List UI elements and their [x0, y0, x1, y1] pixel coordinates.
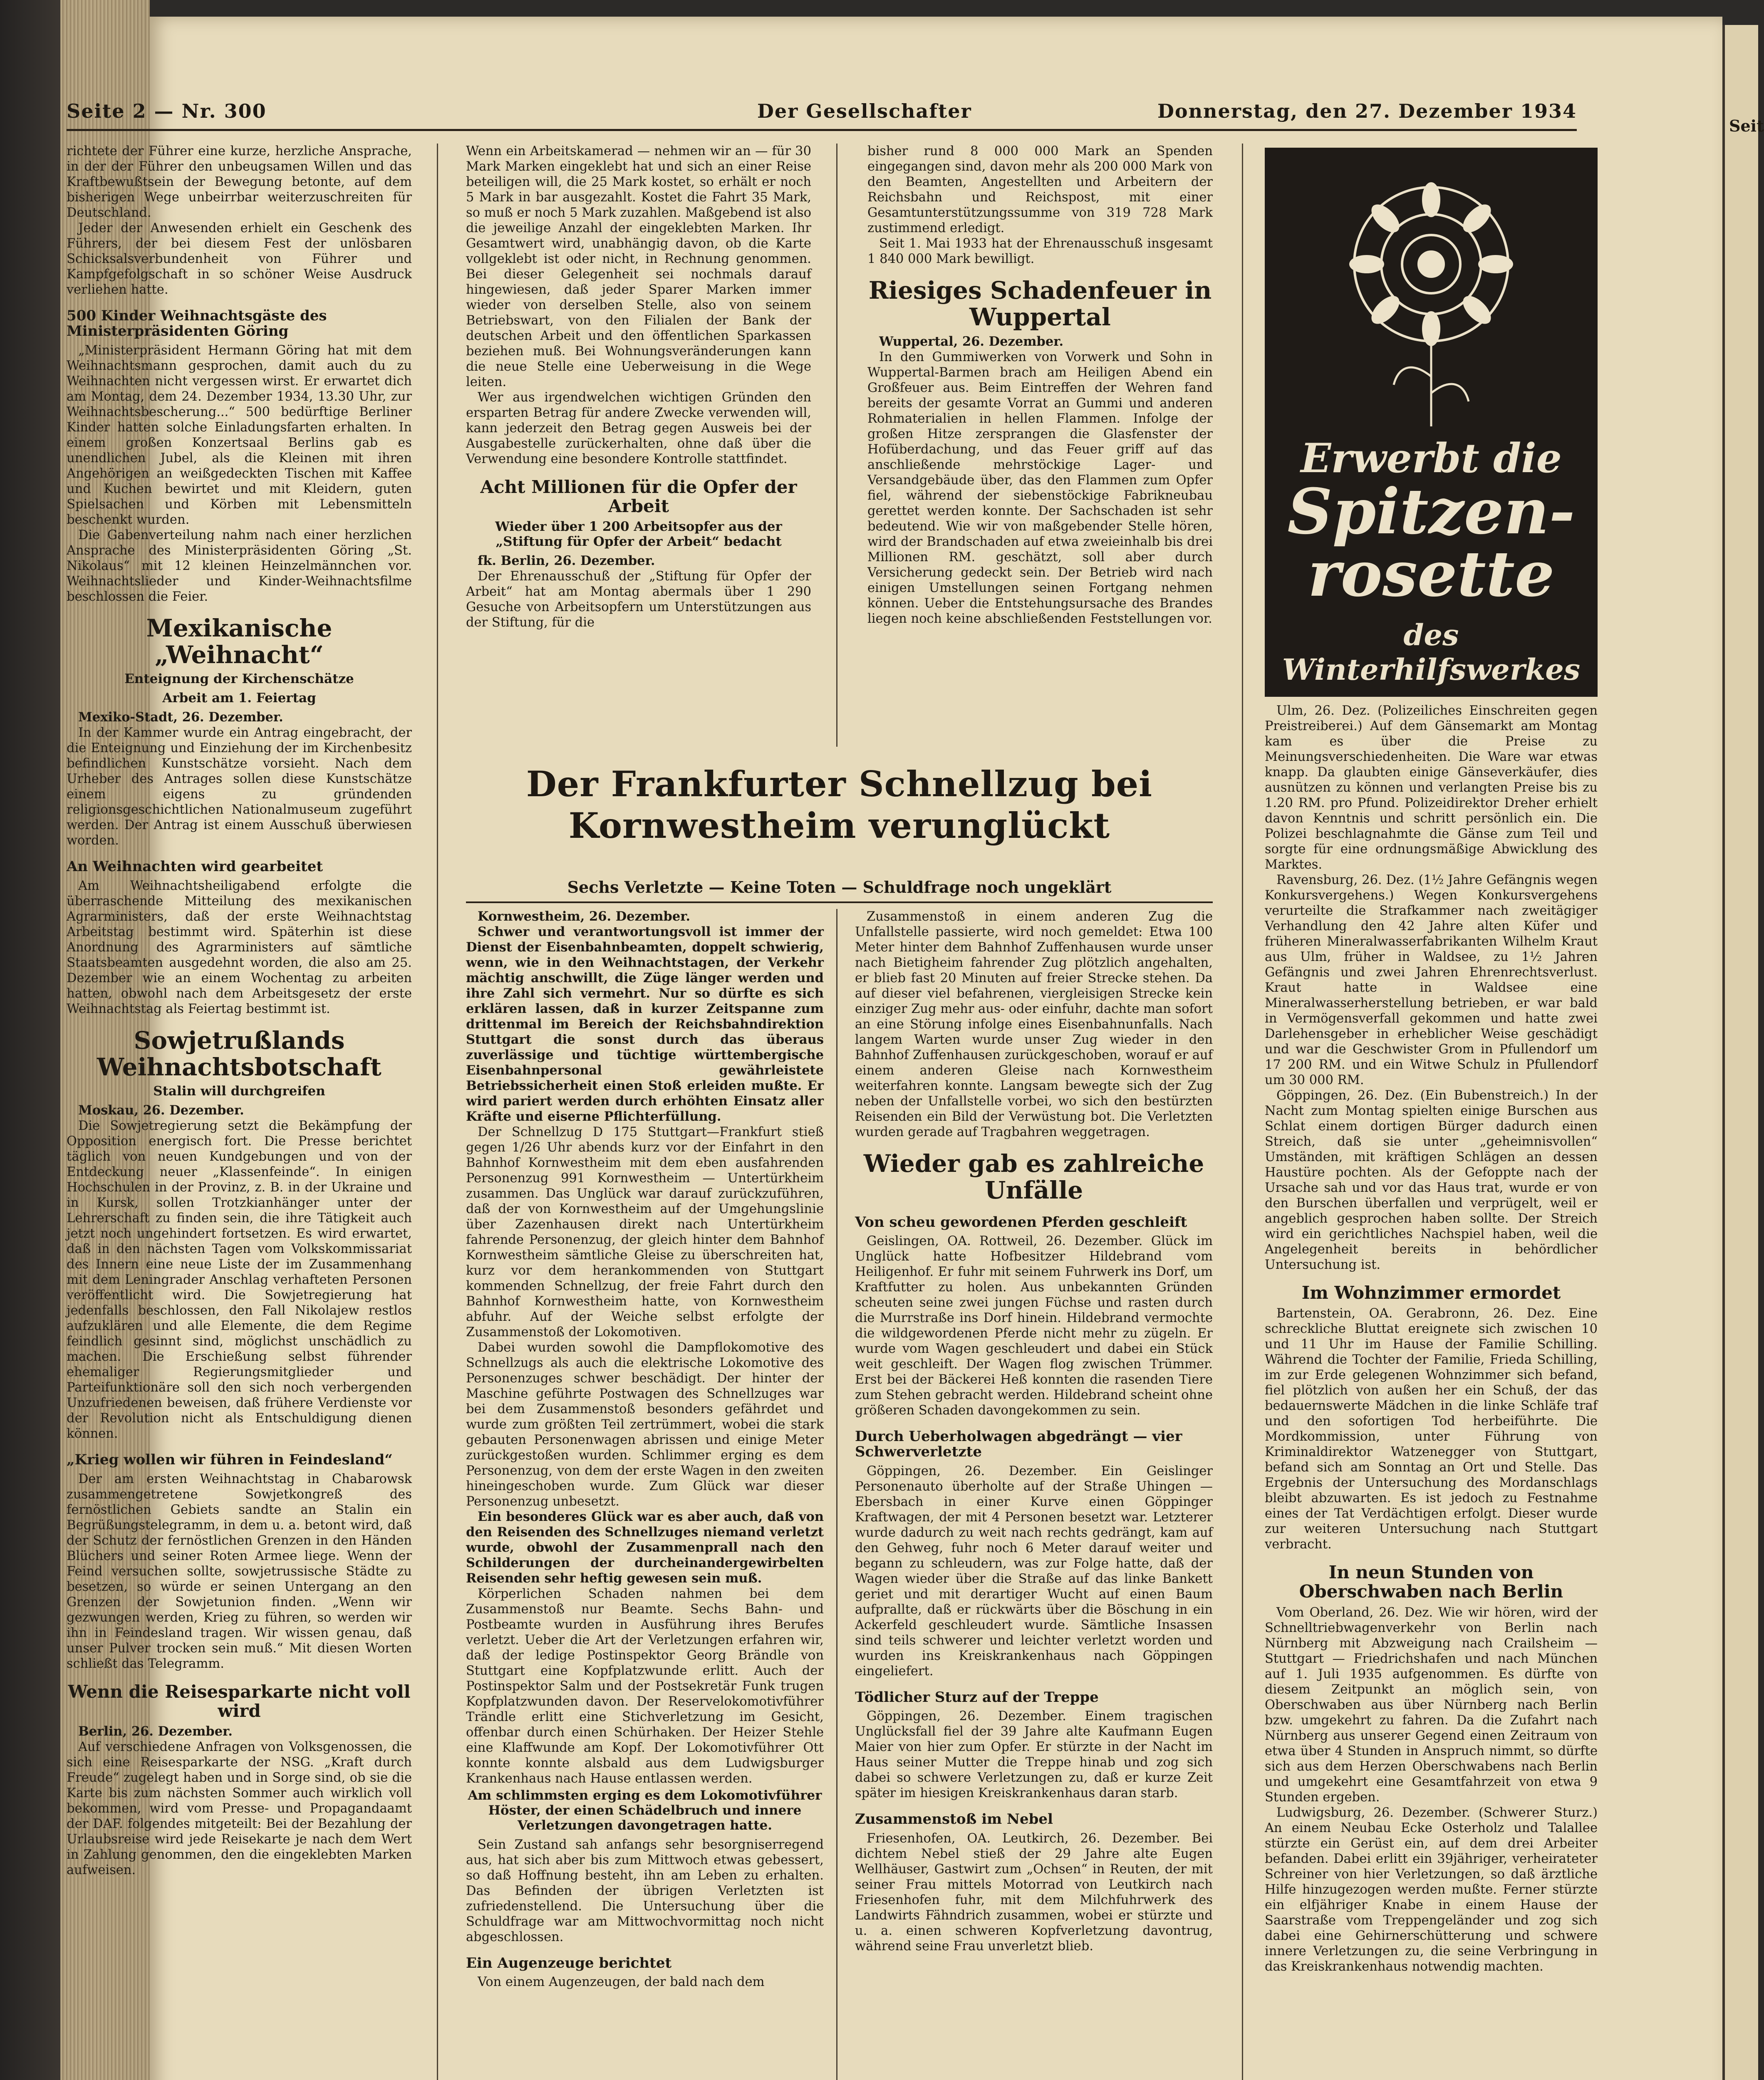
column-4 [1265, 703, 1598, 2080]
article-text: Körperlichen Schaden nahmen bei dem Zusammenstoß nur Beamte. Sechs Bahn- und Postbeamte wurden in Ausführung ihres Berufes verletzt. Ueber die Art der Verletzungen erfahren wir, daß der ledige Postinspektor Georg Brändle von Stuttgart eine Kopfplatzwunde erlitt. Auch der Postinspektor Salm und der Postsekretär Funk trugen Kopfplatzwunden davon. Der Reservelokomotivführer Trändle erlitt eine Stichverletzung im Gesicht, offenbar durch einen Schürhaken. Der Heizer Stehle eine Klaffwunde am Kopf. Der Lokomotivführer Ott konnte konnte alsbald aus dem Ludwigsburger Krankenhaus nach Hause entlassen werden. [466, 1587, 824, 1786]
feature-subheadline: Sechs Verletzte — Keine Toten — Schuldfrage noch ungeklärt [466, 878, 1213, 903]
article-text: Bartenstein, OA. Gerabronn, 26. Dez. Eine schreckliche Bluttat ereignete sich zwischen 10 und 11 Uhr im Hause der Familie Schilling. Während die Tochter der Familie, Frieda Schilling, im zur Erde gelegenen Wohnzimmer sich befand, fiel plötzlich von außen her ein Schuß, der das bedauernswerte Mädchen in die linke Schläfe traf und den sofortigen Tod herbeiführte. Die Mordkommission, unter Führung von Kriminaldirektor Watzenegger von Stuttgart, befand sich am Sonntag an Ort und Stelle. Das Ergebnis der Untersuchung des Mordanschlags bleibt abzuwarten. Es ist jedoch zu Festnahme eines der Tat Verdächtigen erfolgt. Dieser wurde zur weiteren Untersuchung nach Stuttgart verbracht. [1265, 1306, 1598, 1552]
article-text: Der Ehrenausschuß der „Stiftung für Opfer der Arbeit“ hat am Montag abermals über 1 290 Gesuche von Arbeitsopfern um Unterstützungen aus der Stiftung, für die [466, 569, 811, 630]
subheadline: Durch Ueberholwagen abgedrängt — vier Schwerverletzte [855, 1428, 1182, 1461]
next-page-header: Seit [1729, 116, 1764, 135]
column-3-top [867, 144, 1213, 724]
headline-kornwestheim: Der Frankfurter Schnellzug bei Kornwestheim verunglückt [526, 763, 1153, 846]
next-page-edge [1722, 25, 1764, 2080]
article-text: Ludwigsburg, 26. Dezember. (Schwerer Sturz.) An einem Neubau Ecke Osterholz und Talallee stürzte ein Gerüst ein, auf dem drei Arbeiter befanden. Dabei erlitt ein 39jähriger, verheirateter Schreiner von hier Verletzungen, so daß ärztliche Hilfe hinzugezogen werden mußte. Ferner stürzte ein elfjähriger Knabe in einem Hause der Saarstraße vom Treppengeländer und zog sich dabei eine Gehirnerschütterung und schwere innere Verletzungen zu, die seine Verbringung in das Kreiskrankenhaus notwendig machten. [1265, 1805, 1598, 1974]
column-rule [437, 144, 438, 2080]
subheadline: Arbeit am 1. Feiertag [162, 691, 316, 706]
headline-wuppertal: Riesiges Schadenfeuer in Wuppertal [868, 276, 1212, 331]
headline-acht-millionen: Acht Millionen für die Opfer der Arbeit [480, 477, 797, 517]
article-text: Jeder der Anwesenden erhielt ein Geschenk des Führers, der bei diesem Fest der unlösbaren Schicksalsverbundenheit von Führer und Kampfgefolgschaft in so schöner Weise Ausdruck verliehen hatte. [67, 221, 412, 297]
article-text: In den Gummiwerken von Vorwerk und Sohn in Wuppertal-Barmen brach am Heiligen Abend ein Großfeuer aus. Beim Eintreffen der Wehren fand bereits der gesamte Vorrat an Gummi und anderen Rohmaterialien in hellen Flammen. Infolge der großen Hitze zersprangen die Glasfenster der Hofüberdachung, und das Feuer griff auf das anschließende mehrstöckige Lager- und Versandgebäude über, das den Flammen zum Opfer fiel, während der siebenstöckige Fabrikneubau gerettet werden konnte. Der Sachschaden ist sehr bedeutend. Wie wir von maßgebender Stelle hören, wird der Brandschaden auf etwa zweieinhalb bis drei Millionen RM. geschätzt, soll aber durch Versicherung gedeckt sein. Der Betrieb wird nach einigen Umstellungen seinen Fortgang nehmen können. Ueber die Entstehungsursache des Brandes liegen noch keine abschließenden Feststellungen vor. [867, 349, 1213, 626]
subheadline: Am schlimmsten erging es dem Lokomotivführer Höster, der einen Schädelbruch und innere Verletzungen davongetragen hatte. [468, 1788, 822, 1833]
dateline: Berlin, 26. Dezember. [78, 1724, 233, 1739]
subheadline: Ein Augenzeuge berichtet [466, 1955, 672, 1971]
column-rule [836, 909, 837, 2080]
headline-reisesparkarte: Wenn die Reisesparkarte nicht voll wird [68, 1681, 411, 1721]
subheadline: Tödlicher Sturz auf der Treppe [855, 1689, 1099, 1706]
article-text: Göppingen, 26. Dezember. Ein Geislinger Personenauto überholte auf der Straße Uhingen — Ebersbach in einer Kurve einen Göppinger Kraftwagen, der mit 4 Personen besetzt war. Letzterer wurde dadurch zu weit nach rechts gedrängt, kam auf den Gehweg, fuhr noch 6 Meter darauf weiter und begann zu schleudern, was zur Folge hatte, daß der Wagen wieder über die Straße auf das linke Bankett geriet und mit derartiger Wucht auf einen Baum aufprallte, daß er rückwärts über die Böschung in ein Ackerfeld geschleudert wurde. Sämtliche Insassen sind teils schwerer und leichter verletzt worden und wurden ins Kreiskrankenhaus nach Göppingen eingeliefert. [855, 1463, 1213, 1679]
article-text: Die Gabenverteilung nahm nach einer herzlichen Ansprache des Ministerpräsidenten Göring „St. Nikolaus“ mit 12 kleinen Heinzelmännchen vor. Weihnachtslieder und Kinder-Weihnachtsfilme beschlossen die Feier. [67, 527, 412, 604]
article-text: Die Sowjetregierung setzt die Bekämpfung der Opposition energisch fort. Die Presse berichtet täglich von neuen Kundgebungen und von der Entdeckung neuer „Klassenfeinde“. In einigen Hochschulen in der Provinz, z. B. in der Ukraine und in Kursk, sollen Trotzkianhänger unter der Lehrerschaft zu finden sein, die ihre Tätigkeit auch jetzt noch ungehindert fortsetzen. Es wird erwartet, daß in den nächsten Tagen vom Volkskommissariat des Innern eine neue Liste der im Zusammenhang mit dem Leningrader Anschlag verhafteten Personen veröffentlicht wird. Die Sowjetregierung hat jedenfalls beschlossen, den Fall Nikolajew restlos aufzuklären und alle Elemente, die dem Regime feindlich gesinnt sind, möglichst unschädlich zu machen. Die Erschießung selbst führender ehemaliger Regierungsmitglieder und Parteifunktionäre soll den sich noch verbergenden Unzufriedenen beweisen, daß frühere Verdienste vor der Revolution nicht als Entschuldigung dienen können. [67, 1119, 412, 1441]
article-text: „Ministerpräsident Hermann Göring hat mit dem Weihnachtsmann gesprochen, damit auch du zu Weihnachten nicht vergessen wirst. Er erwartet dich am Montag, dem 24. Dezember 1934, 13.30 Uhr, zur Weihnachtsbescherung...“ 500 bedürftige Berliner Kinder hatten solche Einladungsfarten erhalten. In einem großen Konzertsaal Berlins gab es unendlichen Jubel, als die Kleinen mit ihren Angehörigen an weißgedeckten Tischen mit Kaffee und Kuchen bewirtet und mit Kleidern, guten Spielsachen und Körben mit Lebensmitteln beschenkt wurden. [67, 343, 412, 527]
article-text: Der am ersten Weihnachtstag in Chabarowsk zusammengetretene Sowjetkongreß des fernöstlichen Gebiets sandte an Stalin ein Begrüßungstelegramm, in dem u. a. betont wird, daß der Schutz der fernöstlichen Grenzen in den Händen Blüchers und seiner Roten Armee liege. Wenn der Feind versuchen sollte, sowjetrussische Städte zu besetzen, so würde er seinen Untergang an den Grenzen der Sowjetunion finden. „Wenn wir gezwungen werden, Krieg zu führen, so werden wir ihn in Feindesland tragen. Wir wissen genau, daß unser Pulver trocken sein muß.“ Mit diesen Worten schließt das Telegramm. [67, 1471, 412, 1671]
dateline: Kornwestheim, 26. Dezember. [478, 909, 691, 924]
column-rule [836, 144, 837, 747]
article-text: Am Weihnachtsheiligabend erfolgte die überraschende Mitteilung des mexikanischen Agrarministers, daß der erste Weihnachtstag Arbeitstag bestimmt wird. Späterhin ist diese Anordnung des Agrarministers auf sämtliche Staatsbeamten ausgedehnt worden, die also am 25. Dezember wie an einem Wochentag zu arbeiten hatten, obwohl nach dem Arbeitsgesetz der erste Weihnachtstag als Feiertag bestimmt ist. [67, 878, 412, 1016]
newspaper-title: Der Gesellschafter [757, 100, 972, 122]
article-lead: Schwer und verantwortungsvoll ist immer der Dienst der Eisenbahnbeamten, doppelt schwierig, wenn, wie in den Weihnachtstagen, der Verkehr mächtig anschwillt, die Züge länger werden und ihre Zahl sich vermehrt. Nur so dürfte es sich erklären lassen, daß in kurzer Zeitspanne zum drittenmal im Bereich der Reichsbahndirektion Stuttgart die sonst durch das überaus zuverlässige und tüchtige württembergische Eisenbahnpersonal gewährleistete Betriebssicherheit einen Stoß erleiden mußte. Er wird pariert werden durch erhöhten Einsatz aller Kräfte und eiserne Pflichterfüllung. [466, 924, 824, 1124]
article-text: Auf verschiedene Anfragen von Volksgenossen, die sich eine Reisesparkarte der NSG. „Kraft durch Freude“ zugelegt haben und in Sorge sind, ob sie die Karte bis zum nächsten Sommer auch wirklich voll bekommen, wird vom Presse- und Propagandaamt der DAF. folgendes mitgeteilt: Bei der Bezahlung der Urlaubsreise wird jede Reisekarte je nach dem Wert in Zahlung genommen, den die eingeklebten Marken aufweisen. [67, 1740, 412, 1878]
subheadline: An Weihnachten wird gearbeitet [67, 858, 323, 875]
article-text: Geislingen, OA. Rottweil, 26. Dezember. Glück im Unglück hatte Hofbesitzer Hildebrand vom Heiligenhof. Er fuhr mit seinem Fuhrwerk ins Dorf, um Kraftfutter zu holen. Aus unbekannten Gründen scheuten seine zwei jungen Füchse und rasten durch die Murrstraße ins Dorf hinein. Hildebrand vermochte die wildgewordenen Pferde nicht mehr zu zügeln. Er wurde vom Wagen geschleudert und dabei ein Stück weit geschleift. Der Wagen flog zwischen Trümmer. Erst bei der Bäckerei Heß konnten die rasenden Tiere zum Stehen gebracht werden. Hildebrand scheint ohne größeren Schaden davongekommen zu sein. [855, 1233, 1213, 1418]
subheadline: „Krieg wollen wir führen in Feindesland“ [67, 1451, 393, 1468]
headline-sowjet: Sowjetrußlands Weihnachtsbotschaft [97, 1026, 382, 1081]
subheadline: Enteignung der Kirchenschätze [124, 671, 354, 687]
article-text: Friesenhofen, OA. Leutkirch, 26. Dezember. Bei dichtem Nebel stieß der 29 Jahre alte Eugen Wellhäuser, Gastwirt zum „Ochsen“ in Reuten, der mit seiner Frau mittels Motorrad von Leutkirch nach Friesenhofen fuhr, mit dem Milchfuhrwerk des Landwirts Fähndrich zusammen, wobei er stürzte und u. a. einen schweren Kopfverletzung davontrug, während seine Frau unverletzt blieb. [855, 1831, 1213, 1954]
subheadline: Stalin will durchgreifen [153, 1084, 325, 1099]
advert-line-4: des Winterhilfswerkes [1282, 618, 1581, 687]
article-text: Vom Oberland, 26. Dez. Wie wir hören, wird der Schnelltriebwagenverkehr von Berlin nach Nürnberg mit Abzweigung nach Crailsheim — Stuttgart — Friedrichshafen und nach München auf 1. Juli 1935 aufgenommen. Es dürfte von diesem Zeitpunkt an möglich sein, von Oberschwaben aus über Nürnberg nach Berlin bzw. umgekehrt zu fahren. Da die Zufahrt nach Nürnberg aus unserer Gegend einen Zeitraum von etwa über 4 Stunden in Anspruch nimmt, so dürfte sich aus dem Herzen Oberschwabens nach Berlin und umgekehrt eine Gesamtfahrzeit von etwa 9 Stunden ergeben. [1265, 1605, 1598, 1805]
advert-line-1: Erwerbt die [1301, 435, 1562, 482]
article-highlight: Ein besonderes Glück war es aber auch, daß von den Reisenden des Schnellzuges niemand verletzt wurde, obwohl der Zusammenprall nach den Schilderungen der durcheinandergewirbelten Reisenden sehr heftig gewesen sein muß. [466, 1509, 824, 1586]
column-1 [67, 144, 412, 2080]
article-text: Ravensburg, 26. Dez. (1½ Jahre Gefängnis wegen Konkursvergehens.) Wegen Konkursvergehens verurteilte die Strafkammer nach zweitägiger Verhandlung den 42 Jahre alten Küfer und früheren Mineralwasserfabrikanten Wilhelm Kraut aus Ulm, früher in Waldsee, zu 1½ Jahren Gefängnis und zwei Jahren Ehrenrechtsverlust. Kraut hatte in Waldsee eine Mineralwasserherstellung betrieben, er war bald in Vermögensverfall gekommen und hatte zwei Darlehensgeber in erheblicher Weise geschädigt und war die Geschwister Grom in Pfullendorf um 17 200 RM. und ein Witwe Schulz in Pfullendorf um 30 000 RM. [1265, 873, 1598, 1087]
subheadline: Zusammenstoß im Nebel [855, 1811, 1053, 1828]
article-text: Seit 1. Mai 1933 hat der Ehrenausschuß insgesamt 1 840 000 Mark bewilligt. [867, 236, 1213, 266]
dateline: Moskau, 26. Dezember. [78, 1103, 244, 1118]
article-text: Ulm, 26. Dez. (Polizeiliches Einschreiten gegen Preistreiberei.) Auf dem Gänsemarkt am Montag kam es über die Preise zu Meinungsverschiedenheiten. Die Ware war etwas knapp. Da glaubten einige Gänseverkäufer, dies ausnützen zu können und verlangten Preise bis zu 1.20 RM. pro Pfund. Polizeidirektor Dreher erhielt davon Kenntnis und schritt persönlich ein. Die Polizei beschlagnahmte die Gänse zum Teil und sorgte für eine ordnungsmäßige Abwicklung des Marktes. [1265, 703, 1598, 872]
issue-date: Donnerstag, den 27. Dezember 1934 [1157, 100, 1577, 122]
lace-rosette-icon [1327, 160, 1535, 426]
article-text: richtete der Führer eine kurze, herzliche Ansprache, in der der Führer den unbeugsamen Willen und das Kraftbewußtsein der Bewegung betonte, auf dem bisherigen Wege unbeirrbar weiterzuschreiten für Deutschland. [67, 144, 412, 220]
headline-mexiko: Mexikanische „Weihnacht“ [146, 614, 332, 669]
headline-wohnzimmer: Im Wohnzimmer ermordet [1301, 1283, 1561, 1303]
advert-line-2: Spitzen- [1287, 475, 1575, 548]
page-number: Seite 2 — Nr. 300 [67, 100, 267, 122]
advert-line-3: rosette [1308, 537, 1555, 611]
article-text: Dabei wurden sowohl die Dampflokomotive des Schnellzugs als auch die elektrische Lokomotive des Personenzuges schwer beschädigt. Der hinter der Maschine geführte Postwagen des Schnellzuges war bei dem Zusammenstoß besonders gefährdet und wurde zum größten Teil zertrümmert, wobei die stark gebauten Personenwagen abrissen und einige Meter zurückgestoßen wurden. Schlimmer erging es dem Personenzug, von dem der erste Wagen in den zweiten hineingeschoben wurde. Zum Glück war dieser Personenzug unbesetzt. [466, 1340, 824, 1509]
article-text: bisher rund 8 000 000 Mark an Spenden eingegangen sind, davon mehr als 200 000 Mark von den Beamten, Angestellten und Arbeitern der Reichsbahn und Reichspost, mit einer Gesamtunterstützungssumme von 319 728 Mark zustimmend erledigt. [867, 144, 1213, 235]
dateline: Mexiko-Stadt, 26. Dezember. [78, 710, 283, 725]
winterhilfswerk-advert [1265, 148, 1598, 697]
feature-column-b [855, 909, 1213, 2080]
article-text: Der Schnellzug D 175 Stuttgart—Frankfurt stieß gegen 1/26 Uhr abends kurz vor der Einfahrt in den Bahnhof Kornwestheim mit dem eben ausfahrenden Personenzug 991 Kornwestheim — Untertürkheim zusammen. Das Unglück war darauf zurückzuführen, daß der von Kornwestheim auf der Umgehungslinie über Zazenhausen direkt nach Untertürkheim fahrende Personenzug, der gleich hinter dem Bahnhof Kornwestheim sämtliche Gleise zu überschreiten hat, kurz vor dem herankommenden von Stuttgart kommenden Schnellzug, der freie Fahrt durch den Bahnhof Kornwestheim hatte, von Kornwestheim abfuhr. Auf der Weiche selbst erfolgte der Zusammenstoß der Lokomotiven. [466, 1125, 824, 1340]
article-text: Göppingen, 26. Dezember. Einem tragischen Unglücksfall fiel der 39 Jahre alte Kaufmann Eugen Maier von hier zum Opfer. Er stürzte in der Nacht im Haus seiner Mutter die Treppe hinab und zog sich dabei so schwere Verletzungen zu, daß er kurze Zeit später im hiesigen Kreiskrankenhaus daran starb. [855, 1709, 1213, 1801]
dateline: fk. Berlin, 26. Dezember. [478, 553, 655, 569]
headline-unfaelle: Wieder gab es zahlreiche Unfälle [863, 1149, 1204, 1204]
headline-goering-kids: 500 Kinder Weihnachtsgäste des Ministerpräsidenten Göring [67, 307, 327, 340]
feature-column-a [466, 909, 824, 2080]
column-rule [1242, 144, 1243, 2080]
headline-neun-stunden: In neun Stunden von Oberschwaben nach Berlin [1299, 1562, 1563, 1602]
column-2-top [466, 144, 811, 747]
page-header [67, 100, 1577, 131]
subheadline: Wieder über 1 200 Arbeitsopfer aus der „Stiftung für Opfer der Arbeit“ bedacht [495, 519, 782, 550]
dateline: Wuppertal, 26. Dezember. [879, 334, 1064, 349]
article-text: Zusammenstoß in einem anderen Zug die Unfallstelle passierte, wird noch gemeldet: Etwa 100 Meter hinter dem Bahnhof Zuffenhausen wurde unser nach Bietigheim fahrender Zug plötzlich angehalten, er blieb fast 20 Minuten auf freier Strecke stehen. Da auf dieser viel befahrenen, viergleisigen Strecke kein einziger Zug mehr aus- oder einfuhr, dachte man sofort an eine Störung infolge eines Eisenbahnunfalls. Nach langem Warten wurde unser Zug wieder in den Bahnhof Zuffenhausen zurückgeschoben, worauf er auf einem anderen Gleise nach Kornwestheim weiterfahren konnte. Langsam bewegte sich der Zug neben der Unfallstelle vorbei, wo sich den bestürzten Reisenden ein Bild der Verwüstung bot. Die Verletzten wurden gerade auf Tragbahren weggetragen. [855, 909, 1213, 1139]
article-text: Wer aus irgendwelchen wichtigen Gründen den ersparten Betrag für andere Zwecke verwenden will, kann jederzeit den Betrag gegen Ausweis bei der Ausgabestelle zurückerhalten, ohne daß über die Verwendung eine besondere Kontrolle stattfindet. [466, 390, 811, 466]
subheadline: Von scheu gewordenen Pferden geschleift [855, 1213, 1187, 1231]
article-text: Von einem Augenzeugen, der bald nach dem [478, 1975, 765, 1990]
article-text: In der Kammer wurde ein Antrag eingebracht, der die Enteignung und Einziehung der im Kirchenbesitz befindlichen Kunstschätze vorsieht. Nach dem Urheber des Antrages sollen diese Kunstschätze einem eigens zu gründenden religionsgeschichtlichen Nationalmuseum zugeführt werden. Der Antrag ist einem Ausschuß überwiesen worden. [67, 726, 412, 848]
article-text: Wenn ein Arbeitskamerad — nehmen wir an — für 30 Mark Marken eingeklebt hat und sich an einer Reise beteiligen will, die 25 Mark kostet, so erhält er noch 5 Mark in bar ausgezahlt. Kostet die Fahrt 35 Mark, so muß er noch 5 Mark zuzahlen. Maßgebend ist also die jeweilige Anzahl der eingeklebten Marken. Ihr Gesamtwert wird, unabhängig davon, ob die Karte vollgeklebt ist oder nicht, in Rechnung genommen. Bei dieser Gelegenheit sei nochmals darauf hingewiesen, daß jeder Sparer Marken immer wieder von derselben Stelle, also von seinem Betriebswart, von den Filialen der Bank der deutschen Arbeit und den öffentlichen Sparkassen beziehen muß. Bei Wohnungsveränderungen kann die neue Stelle eine Ueberweisung in die Wege leiten. [466, 144, 811, 389]
article-text: Göppingen, 26. Dez. (Ein Bubenstreich.) In der Nacht zum Montag spielten einige Burschen aus Schlat einem dortigen Bürger dadurch einen Streich, daß sie unter „geheimnisvollen“ Umständen, mit kräftigen Schlägen an dessen Haustüre pochten. Als der Gefoppte nach der Ursache sah und vor das Haus trat, wurde er von den Burschen überfallen und verprügelt, weil er angeblich gesprochen haben sollte. Der Streich wird ein gerichtliches Nachspiel haben, weil die Angelegenheit bereits in behördlicher Untersuchung ist. [1265, 1088, 1598, 1272]
article-text: Sein Zustand sah anfangs sehr besorgniserregend aus, hat sich aber bis zum Mittwoch etwas gebessert, so daß Hoffnung besteht, ihn am Leben zu erhalten. Das Befinden der übrigen Verletzten ist zufriedenstellend. Die Untersuchung über die Schuldfrage war am Mittwochvormittag noch nicht abgeschlossen. [466, 1837, 824, 1944]
